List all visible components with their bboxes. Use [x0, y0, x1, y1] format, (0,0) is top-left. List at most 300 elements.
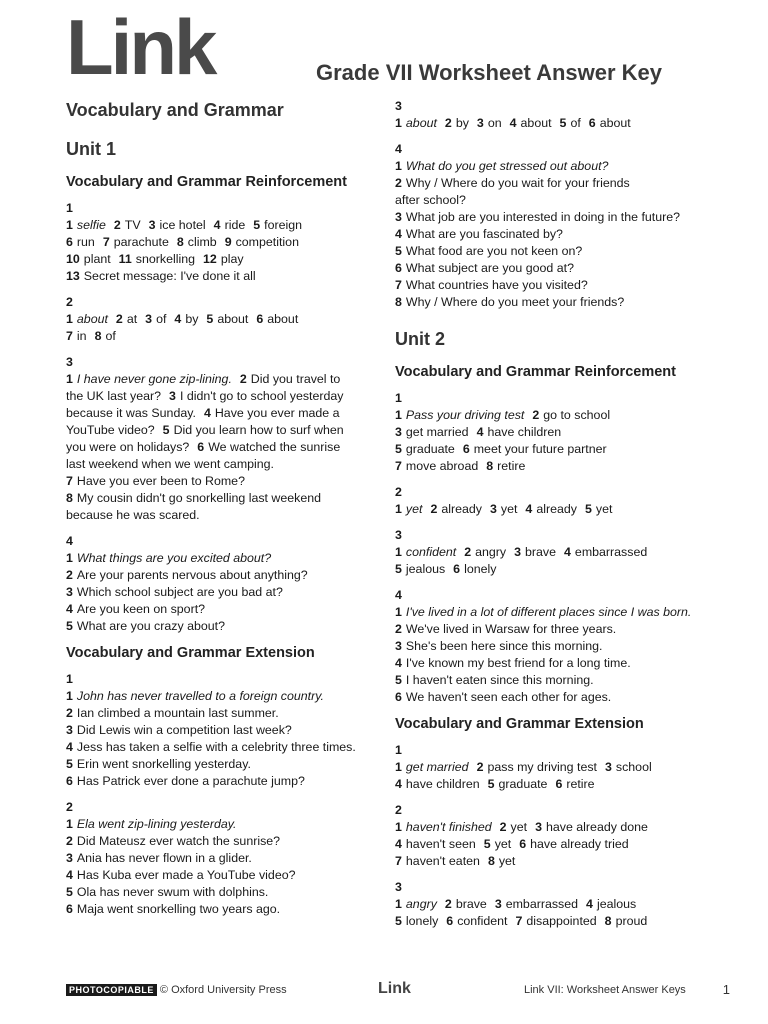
exercise — [395, 390, 725, 475]
item-number: 4 — [395, 227, 402, 241]
item-number: 1 — [395, 605, 402, 619]
answer-line — [66, 456, 371, 473]
item-number: 5 — [395, 442, 402, 456]
answer-text: I didn't go to school yesterday — [179, 389, 344, 403]
item-number: 1 — [395, 820, 402, 834]
item-number: 6 — [453, 562, 461, 576]
unit1-continued-exercises — [395, 98, 725, 311]
exercise — [395, 527, 725, 578]
exercise — [66, 671, 371, 790]
answer-text: graduate — [405, 442, 455, 456]
answer-text: already — [441, 502, 482, 516]
answer-line — [395, 544, 725, 561]
item-number: 4 — [564, 545, 571, 559]
exercise — [66, 294, 371, 345]
answer-text: last weekend when we went camping. — [66, 457, 275, 471]
item-number: 2 — [476, 760, 484, 774]
answer-text: about — [76, 312, 108, 326]
answer-text: brave — [525, 545, 557, 559]
answer-line — [66, 618, 371, 635]
answer-text: Why / Where do you wait for your friends — [405, 176, 630, 190]
item-number: 3 — [66, 851, 73, 865]
document-title: Grade VII Worksheet Answer Key — [316, 60, 663, 85]
unit2-title: Unit 2 — [395, 329, 446, 349]
answer-line — [66, 601, 371, 618]
answer-line — [66, 268, 371, 285]
answer-text: ride — [224, 218, 246, 232]
answer-text: about — [217, 312, 249, 326]
answer-text: yet — [510, 820, 528, 834]
answer-line — [395, 260, 725, 277]
exercise-number: 3 — [66, 355, 73, 369]
item-number: 5 — [66, 885, 73, 899]
answer-text: because he was scared. — [66, 508, 200, 522]
answer-line — [66, 234, 371, 251]
exercise-number: 1 — [66, 672, 73, 686]
item-number: 2 — [499, 820, 507, 834]
answer-text: foreign — [264, 218, 303, 232]
answer-text: We watched the sunrise — [208, 440, 341, 454]
item-number: 4 — [66, 740, 73, 754]
answer-text: Which school subject are you bad at? — [76, 585, 283, 599]
answer-line — [66, 705, 371, 722]
answer-text: have children — [405, 777, 480, 791]
answer-text: go to school — [543, 408, 611, 422]
answer-text: Secret message: I've done it all — [83, 269, 256, 283]
answer-text: about — [267, 312, 299, 326]
answer-text: pass my driving test — [487, 760, 597, 774]
item-number: 2 — [66, 568, 73, 582]
answer-text: My cousin didn't go snorkelling last weekend — [76, 491, 322, 505]
item-number: 2 — [115, 312, 123, 326]
item-number: 8 — [395, 295, 402, 309]
item-number: 7 — [515, 914, 523, 928]
exercise-number: 1 — [395, 743, 402, 757]
answer-text: parachute — [113, 235, 169, 249]
answer-text: yet — [595, 502, 613, 516]
exercise-number: 2 — [395, 803, 402, 817]
answer-line — [395, 913, 725, 930]
item-number: 5 — [395, 244, 402, 258]
answer-text: of — [570, 116, 581, 130]
item-number: 6 — [66, 902, 73, 916]
answer-text: after school? — [395, 193, 466, 207]
answer-line — [395, 243, 725, 260]
item-number: 3 — [604, 760, 612, 774]
item-number: 4 — [395, 837, 402, 851]
answer-text: get married — [405, 760, 469, 774]
answer-text: snorkelling — [135, 252, 196, 266]
answer-line — [395, 776, 725, 793]
item-number: 4 — [586, 897, 593, 911]
answer-text: selfie — [76, 218, 106, 232]
item-number: 4 — [213, 218, 221, 232]
item-number: 5 — [66, 619, 73, 633]
item-number: 6 — [66, 774, 73, 788]
answer-text: have children — [487, 425, 562, 439]
answer-line — [395, 638, 725, 655]
answer-text: lonely — [405, 914, 439, 928]
answer-text: graduate — [498, 777, 548, 791]
item-number: 1 — [66, 689, 73, 703]
item-number: 2 — [395, 622, 402, 636]
answer-text: What job are you interested in doing in the future? — [405, 210, 681, 224]
answer-text: have already done — [545, 820, 648, 834]
answer-text: Why / Where do you meet your friends? — [405, 295, 625, 309]
item-number: 7 — [66, 474, 73, 488]
answer-line — [395, 158, 725, 175]
item-number: 13 — [66, 269, 80, 283]
answer-line — [395, 424, 725, 441]
item-number: 6 — [197, 440, 205, 454]
answer-line — [66, 850, 371, 867]
answer-text: Did Mateusz ever watch the sunrise? — [76, 834, 281, 848]
item-number: 3 — [395, 425, 402, 439]
answer-text: Have you ever been to Rome? — [76, 474, 245, 488]
answer-text: the UK last year? — [66, 389, 162, 403]
answer-text: We haven't seen each other for ages. — [405, 690, 612, 704]
item-number: 6 — [66, 235, 73, 249]
footer-logo: Link — [378, 980, 411, 997]
answer-line — [66, 739, 371, 756]
item-number: 1 — [395, 897, 402, 911]
answer-text: Jess has taken a selfie with a celebrity three times. — [76, 740, 356, 754]
answer-text: Ania has never flown in a glider. — [76, 851, 252, 865]
answer-text: move abroad — [405, 459, 479, 473]
exercise — [395, 98, 725, 132]
answer-text: of — [156, 312, 167, 326]
answer-text: haven't finished — [405, 820, 492, 834]
answer-text: yet — [494, 837, 512, 851]
item-number: 5 — [487, 777, 495, 791]
answer-text: in — [76, 329, 87, 343]
answer-text: She's been here since this morning. — [405, 639, 603, 653]
answer-line — [395, 896, 725, 913]
answer-text: YouTube video? — [66, 423, 155, 437]
photocopiable-badge: PHOTOCOPIABLE — [66, 984, 157, 996]
answer-line — [395, 621, 725, 638]
unit2-extension-title: Vocabulary and Grammar Extension — [395, 716, 644, 732]
answer-text: run — [76, 235, 95, 249]
answer-text: haven't eaten — [405, 854, 480, 868]
answer-text: yet — [500, 502, 518, 516]
answer-text: angry — [405, 897, 437, 911]
item-number: 3 — [66, 723, 73, 737]
publisher-text: © Oxford University Press — [159, 984, 287, 996]
answer-line — [66, 884, 371, 901]
answer-text: What subject are you good at? — [405, 261, 574, 275]
answer-text: Pass your driving test — [405, 408, 525, 422]
answer-text: I have never gone zip-lining. — [76, 372, 232, 386]
item-number: 2 — [464, 545, 472, 559]
answer-text: Are your parents nervous about anything? — [76, 568, 308, 582]
answer-text: about — [599, 116, 631, 130]
item-number: 5 — [483, 837, 491, 851]
item-number: 6 — [462, 442, 470, 456]
exercise — [395, 141, 725, 311]
answer-text: play — [220, 252, 244, 266]
exercise — [395, 742, 725, 793]
answer-text: competition — [235, 235, 299, 249]
unit2-extension-exercises — [395, 742, 725, 930]
answer-line — [66, 867, 371, 884]
answer-line — [395, 294, 725, 311]
exercise-number: 1 — [395, 391, 402, 405]
answer-line — [395, 209, 725, 226]
item-number: 2 — [113, 218, 121, 232]
answer-line — [395, 226, 725, 243]
answer-text: retire — [566, 777, 595, 791]
item-number: 1 — [66, 817, 73, 831]
answer-text: What food are you not keen on? — [405, 244, 583, 258]
answer-line — [66, 688, 371, 705]
item-number: 12 — [203, 252, 217, 266]
answer-text: already — [536, 502, 577, 516]
answer-line — [66, 251, 371, 268]
item-number: 3 — [494, 897, 502, 911]
item-number: 5 — [395, 914, 402, 928]
answer-text: What things are you excited about? — [76, 551, 272, 565]
answer-text: We've lived in Warsaw for three years. — [405, 622, 617, 636]
answer-line — [395, 192, 725, 209]
item-number: 3 — [395, 210, 402, 224]
item-number: 8 — [487, 854, 495, 868]
exercise-number: 3 — [395, 880, 402, 894]
answer-line — [66, 567, 371, 584]
item-number: 7 — [395, 854, 402, 868]
answer-line — [66, 217, 371, 234]
answer-line — [66, 490, 371, 507]
item-number: 9 — [224, 235, 232, 249]
answer-line — [395, 819, 725, 836]
item-number: 7 — [395, 278, 402, 292]
answer-line — [395, 407, 725, 424]
answer-text: by — [185, 312, 199, 326]
answer-line — [66, 328, 371, 345]
answer-line — [66, 439, 371, 456]
answer-line — [66, 388, 371, 405]
answer-text: ice hotel — [159, 218, 206, 232]
answer-text: embarrassed — [574, 545, 648, 559]
answer-line — [66, 584, 371, 601]
exercise-number: 2 — [66, 800, 73, 814]
answer-text: What do you get stressed out about? — [405, 159, 609, 173]
answer-line — [395, 115, 725, 132]
exercise — [66, 354, 371, 524]
item-number: 4 — [395, 777, 402, 791]
answer-line — [66, 816, 371, 833]
answer-text: Erin went snorkelling yesterday. — [76, 757, 251, 771]
item-number: 6 — [519, 837, 527, 851]
answer-line — [395, 441, 725, 458]
answer-text: you were on holidays? — [66, 440, 190, 454]
answer-line — [66, 773, 371, 790]
item-number: 5 — [395, 673, 402, 687]
item-number: 5 — [206, 312, 214, 326]
answer-text: I haven't eaten since this morning. — [405, 673, 594, 687]
item-number: 4 — [509, 116, 517, 130]
unit1-extension-exercises — [66, 671, 371, 918]
answer-text: yet — [405, 502, 423, 516]
answer-line — [395, 175, 725, 192]
item-number: 1 — [395, 760, 402, 774]
item-number: 8 — [604, 914, 612, 928]
unit2-reinforcement-exercises — [395, 390, 725, 706]
answer-text: Did you learn how to surf when — [173, 423, 344, 437]
answer-line — [66, 405, 371, 422]
answer-line — [395, 853, 725, 870]
item-number: 1 — [395, 502, 402, 516]
unit1-extension-title: Vocabulary and Grammar Extension — [66, 645, 315, 661]
answer-text: by — [455, 116, 469, 130]
item-number: 6 — [256, 312, 264, 326]
exercise — [395, 484, 725, 518]
item-number: 2 — [395, 176, 402, 190]
item-number: 2 — [66, 834, 73, 848]
answer-text: What countries have you visited? — [405, 278, 588, 292]
item-number: 4 — [476, 425, 484, 439]
answer-text: retire — [497, 459, 526, 473]
exercise — [395, 587, 725, 706]
item-number: 8 — [66, 491, 73, 505]
answer-text: meet your future partner — [473, 442, 607, 456]
answer-line — [66, 833, 371, 850]
item-number: 6 — [446, 914, 454, 928]
item-number: 3 — [395, 639, 402, 653]
answer-text: brave — [455, 897, 487, 911]
item-number: 4 — [66, 602, 73, 616]
answer-text: because it was Sunday. — [66, 406, 196, 420]
unit2-reinforcement-title: Vocabulary and Grammar Reinforcement — [395, 364, 676, 380]
answer-text: confident — [457, 914, 508, 928]
answer-text: Ian climbed a mountain last summer. — [76, 706, 279, 720]
right-column — [395, 98, 725, 939]
answer-line — [395, 561, 725, 578]
item-number: 1 — [395, 116, 402, 130]
answer-text: about — [405, 116, 437, 130]
answer-line — [66, 422, 371, 439]
footer-series: Link VII: Worksheet Answer Keys — [524, 984, 686, 996]
exercise-number: 4 — [395, 142, 402, 156]
left-column — [66, 98, 371, 927]
answer-text: yet — [498, 854, 516, 868]
item-number: 3 — [66, 585, 73, 599]
exercise — [395, 879, 725, 930]
item-number: 2 — [430, 502, 438, 516]
answer-line — [395, 836, 725, 853]
answer-line — [395, 689, 725, 706]
exercise-number: 1 — [66, 201, 73, 215]
item-number: 3 — [169, 389, 176, 403]
answer-line — [395, 501, 725, 518]
answer-text: Has Patrick ever done a parachute jump? — [76, 774, 305, 788]
item-number: 2 — [66, 706, 73, 720]
item-number: 2 — [532, 408, 540, 422]
item-number: 4 — [66, 868, 73, 882]
item-number: 4 — [395, 656, 402, 670]
answer-line — [66, 550, 371, 567]
answer-line — [395, 458, 725, 475]
answer-line — [395, 759, 725, 776]
unit1-title: Unit 1 — [66, 139, 117, 159]
section-title: Vocabulary and Grammar — [66, 100, 284, 120]
item-number: 4 — [525, 502, 533, 516]
answer-text: proud — [615, 914, 648, 928]
item-number: 1 — [395, 545, 402, 559]
exercise — [66, 200, 371, 285]
answer-line — [66, 722, 371, 739]
answer-text: John has never travelled to a foreign country. — [76, 689, 324, 703]
answer-line — [395, 672, 725, 689]
exercise-number: 4 — [395, 588, 402, 602]
answer-text: get married — [405, 425, 469, 439]
item-number: 6 — [395, 261, 402, 275]
answer-text: on — [487, 116, 502, 130]
answer-text: Did Lewis win a competition last week? — [76, 723, 292, 737]
item-number: 1 — [395, 159, 402, 173]
item-number: 7 — [66, 329, 73, 343]
answer-line — [66, 371, 371, 388]
answer-text: I've lived in a lot of different places since I was born. — [405, 605, 692, 619]
item-number: 5 — [66, 757, 73, 771]
item-number: 6 — [555, 777, 563, 791]
answer-text: Has Kuba ever made a YouTube video? — [76, 868, 296, 882]
answer-text: embarrassed — [505, 897, 579, 911]
unit1-reinforcement-title: Vocabulary and Grammar Reinforcement — [66, 174, 347, 190]
item-number: 5 — [395, 562, 402, 576]
answer-line — [66, 311, 371, 328]
answer-text: confident — [405, 545, 457, 559]
answer-line — [66, 507, 371, 524]
answer-text: have already tried — [530, 837, 629, 851]
item-number: 5 — [584, 502, 592, 516]
answer-text: at — [126, 312, 138, 326]
item-number: 2 — [444, 897, 452, 911]
exercise — [66, 799, 371, 918]
answer-text: What are you crazy about? — [76, 619, 225, 633]
item-number: 6 — [395, 690, 402, 704]
answer-text: jealous — [405, 562, 446, 576]
answer-text: about — [520, 116, 552, 130]
answer-text: of — [105, 329, 116, 343]
answer-line — [66, 901, 371, 918]
item-number: 2 — [239, 372, 247, 386]
page-number: 1 — [722, 982, 730, 997]
item-number: 11 — [118, 252, 132, 266]
answer-text: haven't seen — [405, 837, 476, 851]
exercise — [395, 802, 725, 870]
answer-text: Have you ever made a — [214, 406, 340, 420]
answer-text: lonely — [464, 562, 497, 576]
answer-text: Did you travel to — [250, 372, 341, 386]
item-number: 6 — [588, 116, 596, 130]
item-number: 3 — [489, 502, 497, 516]
item-number: 8 — [176, 235, 184, 249]
answer-text: school — [615, 760, 652, 774]
exercise-number: 3 — [395, 528, 402, 542]
item-number: 7 — [102, 235, 110, 249]
page-footer — [66, 982, 740, 1002]
answer-text: plant — [83, 252, 111, 266]
answer-text: TV — [124, 218, 141, 232]
exercise-number: 2 — [395, 485, 402, 499]
item-number: 4 — [174, 312, 182, 326]
item-number: 1 — [66, 312, 73, 326]
item-number: 4 — [203, 406, 211, 420]
answer-text: angry — [475, 545, 507, 559]
item-number: 3 — [476, 116, 484, 130]
unit1-reinforcement-exercises — [66, 200, 371, 635]
